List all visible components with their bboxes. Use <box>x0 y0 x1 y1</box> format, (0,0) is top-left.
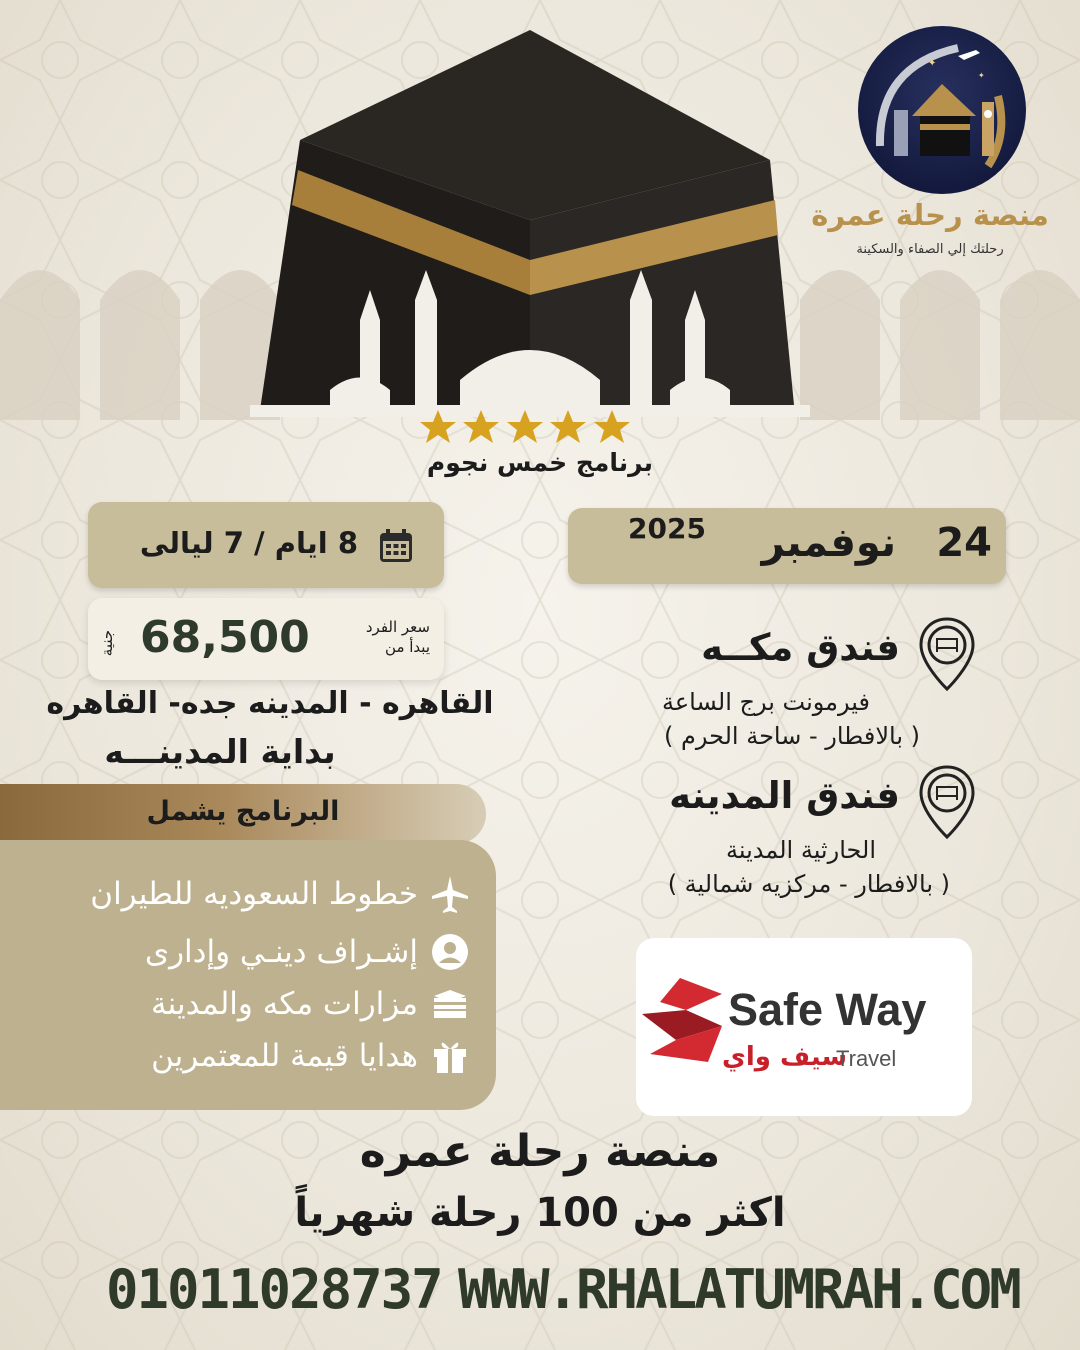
hotel-madinah-title: فندق المدينه <box>669 774 900 817</box>
hotel-pin-icon <box>918 764 976 840</box>
trip-duration <box>88 502 444 588</box>
trip-route: القاهره - المدينه جده- القاهره <box>46 686 494 721</box>
partner-name: Safe Way <box>728 984 927 1035</box>
hotel-madinah-details: ( بالافطار - مركزيه شمالية ) <box>667 870 950 898</box>
list-item <box>151 984 470 1024</box>
include-label: خطوط السعوديه للطيران <box>90 876 418 912</box>
kaaba-illustration <box>230 20 830 420</box>
price-value: 68,500 <box>140 612 310 663</box>
include-label: مزارات مكه والمدينة <box>151 986 418 1022</box>
include-label: إشـراف دينـي وإدارى <box>144 934 418 970</box>
brand-name: منصة رحلة عمرة <box>811 198 1049 232</box>
date-year: 2025 <box>628 512 706 545</box>
svg-text:✦: ✦ <box>978 71 985 80</box>
star-icon <box>420 410 456 443</box>
hotel-madinah-name: الحارثية المدينة <box>725 836 876 864</box>
airplane-icon <box>430 874 470 914</box>
list-item <box>145 932 470 972</box>
hotel-makkah-details: ( بالافطار - ساحة الحرم ) <box>664 722 920 750</box>
kaaba-icon <box>430 984 470 1024</box>
brand-logo <box>858 26 1026 194</box>
safe-way-logo-icon <box>636 974 732 1070</box>
brand-tagline: رحلتك إلي الصفاء والسكينة <box>856 242 1004 257</box>
footer-tagline: اكثر من 100 رحلة شهرياً <box>294 1190 786 1236</box>
trip-date <box>568 508 1006 584</box>
list-item <box>151 1036 470 1076</box>
partner-name-arabic: سيف واي <box>722 1042 848 1072</box>
includes-header <box>0 784 486 844</box>
kaaba-logo-icon <box>858 26 1026 194</box>
footer-brand: منصة رحلة عمره <box>359 1126 721 1177</box>
rating-stars <box>418 408 632 448</box>
user-icon <box>430 932 470 972</box>
hotel-pin-icon <box>918 616 976 692</box>
star-icon <box>507 410 543 443</box>
duration-text: 8 ايام / 7 ليالى <box>139 526 358 560</box>
phone-number[interactable]: 01011028737 <box>106 1258 442 1321</box>
hotel-makkah-name: فيرمونت برج الساعة <box>661 688 870 716</box>
price-box <box>88 598 444 680</box>
gift-icon <box>430 1036 470 1076</box>
list-item <box>90 874 470 914</box>
partner-subtitle: Travel <box>836 1046 897 1071</box>
hotel-makkah-title: فندق مكــه <box>701 626 900 669</box>
price-label-start: يبدأ من <box>385 638 430 656</box>
star-icon <box>463 410 499 443</box>
price-label: سعر الفرد <box>365 618 430 636</box>
website-link[interactable]: WWW.RHALATUMRAH.COM <box>458 1258 1019 1321</box>
date-month: نوفمبر <box>761 520 896 566</box>
includes-title: البرنامج يشمل <box>146 796 340 827</box>
partner-logo <box>636 938 972 1116</box>
svg-text:✦: ✦ <box>928 58 937 69</box>
price-currency: جنية <box>98 629 117 657</box>
date-day: 24 <box>936 520 992 566</box>
star-icon <box>594 410 630 443</box>
calendar-icon <box>378 528 414 564</box>
trip-start: بداية المدينـــه <box>104 732 336 771</box>
include-label: هدايا قيمة للمعتمرين <box>151 1038 418 1074</box>
star-icon <box>550 410 586 443</box>
program-title: برنامج خمس نجوم <box>426 448 654 477</box>
includes-list <box>0 840 496 1110</box>
